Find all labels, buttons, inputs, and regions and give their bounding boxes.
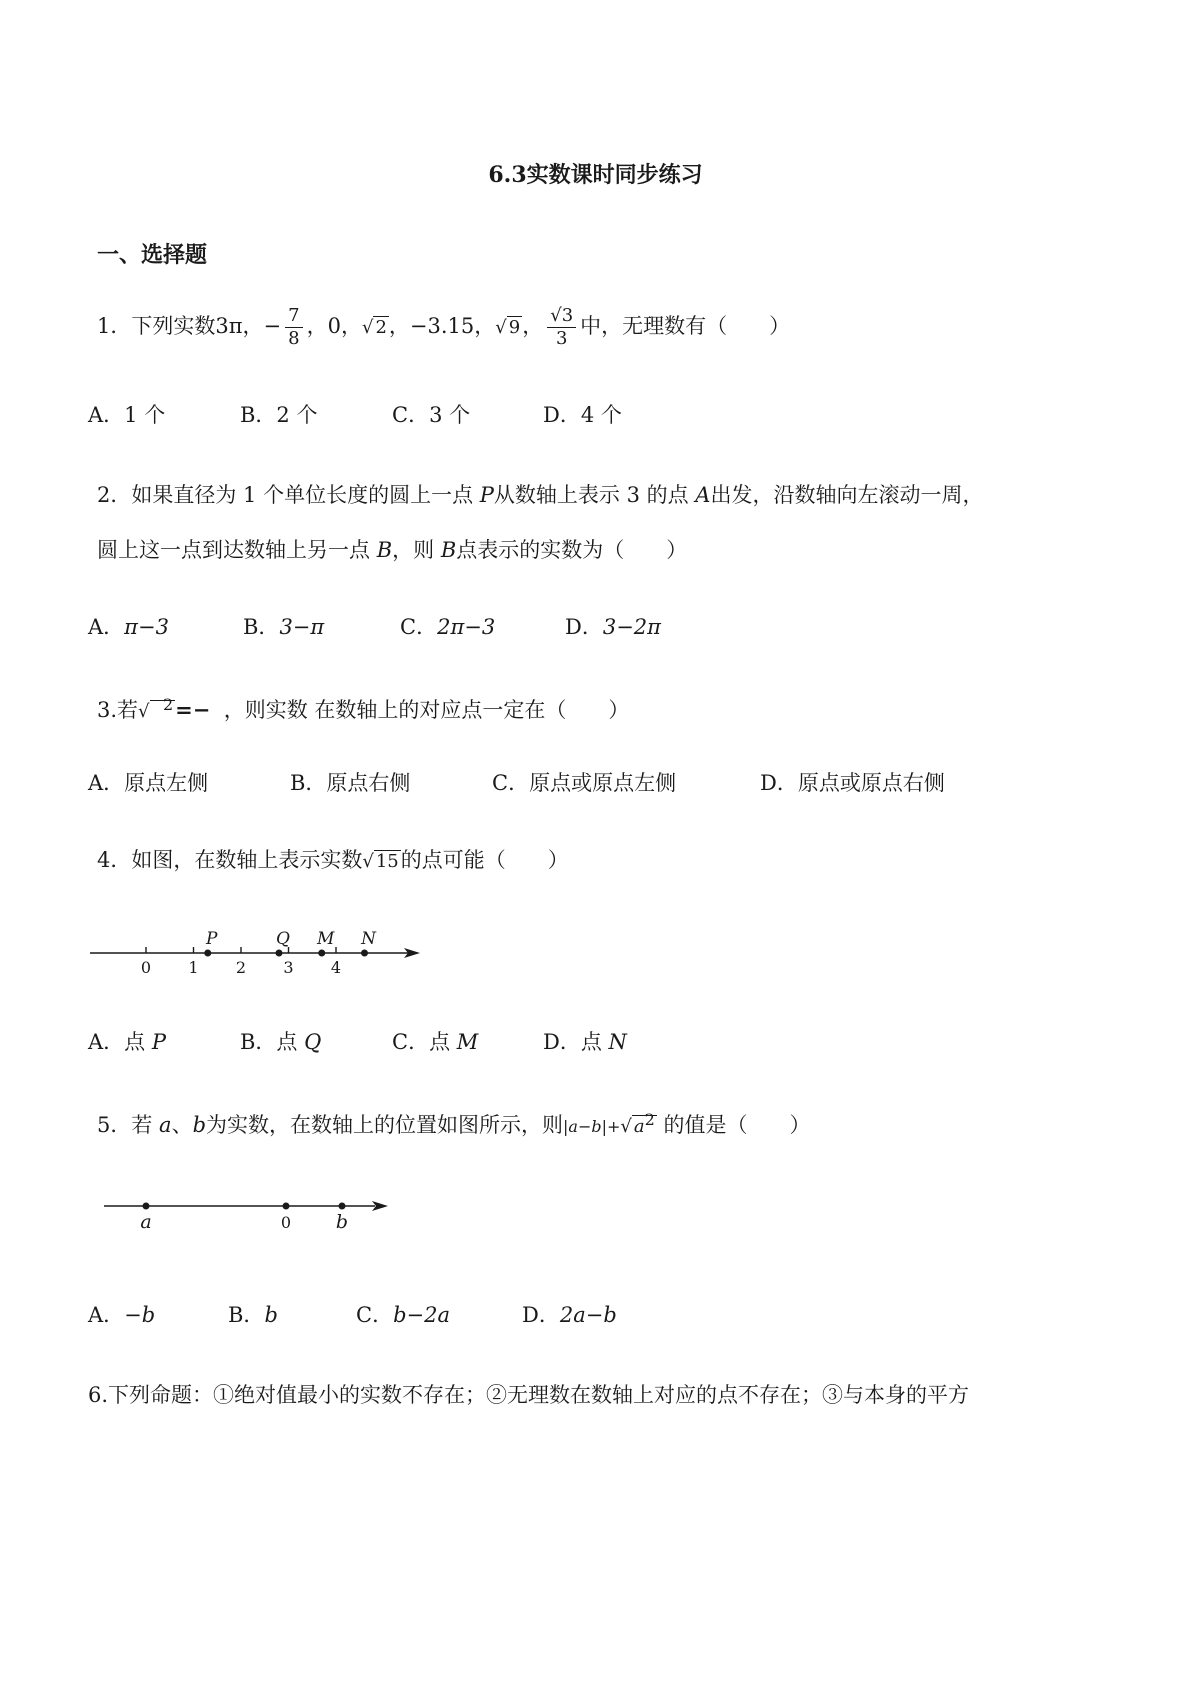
question-2-line-2 [97,535,687,565]
section-heading: 一、选择题 [97,242,208,268]
q4-point-q [276,950,283,957]
q5-option-d [522,1300,617,1330]
q2-text-b: 从数轴上表示 3 的点 [493,483,696,507]
q5-option-a [88,1300,155,1330]
q5-prefix: 5．若 [97,1113,160,1137]
q5-sqrt-radicand [632,1110,657,1137]
q3-sqrt: √ $^2$ [138,695,174,722]
q2-text-a: 2．如果直径为 1 个单位长度的圆上一点 [97,483,480,507]
q5-number-line [100,1190,400,1240]
q4-point-label-q: Q [276,929,290,949]
q1-option-c: C．3 个 [392,403,471,427]
q5-option-b-value: b [264,1303,278,1327]
q4-point-p [204,950,211,957]
q2-option-d [565,612,661,642]
q5-option-c-value: b−2a [393,1303,450,1327]
q5-option-b [228,1300,278,1330]
q2-option-a-label: A． [88,615,125,639]
q5-option-c [356,1300,450,1330]
question-5 [97,1105,811,1142]
question-3 [97,690,629,727]
q4-option-d-value: N [608,1030,627,1054]
q4-option-c [392,1027,478,1057]
q3-option-a: A．原点左侧 [88,771,209,795]
q5-var-a: a [159,1113,172,1137]
q4-tick-label-2: 2 [235,958,247,977]
q5-option-a-value: −b [124,1303,156,1327]
q4-tick-label-4: 4 [330,958,342,977]
q3-suffix: ，则实数 在数轴上的对应点一定在（ ） [223,698,630,722]
q1-sqrt2-radicand: 2 [375,317,387,338]
q3-prefix: 3.若 [97,698,139,722]
q1-frac1-sign: − [263,314,282,338]
q5-sqrt-var: a [633,1116,645,1137]
q4-option-c-label: C．点 [392,1030,457,1054]
q1-frac1-den: 8 [288,328,300,349]
q4-point-label-m: M [317,929,335,949]
page-title: 6.3实数课时同步练习 [488,162,703,188]
q1-frac2-den: 3 [555,328,568,349]
q5-mid: 为实数，在数轴上的位置如图所示，则 [206,1113,564,1137]
q5-point-label-a: a [140,1211,152,1233]
q4-point-m [318,950,325,957]
q4-suffix: 的点可能（ ） [400,848,569,872]
q3-option-b: B．原点右侧 [290,771,411,795]
q3-equals: =− [175,697,211,722]
q2-option-b-value: 3−π [279,615,325,639]
q4-tick-label-1: 1 [188,958,199,977]
q2-text-c: 出发，沿数轴向左滚动一周， [710,483,984,507]
q3-option-c: C．原点或原点左侧 [492,771,677,795]
q5-option-d-label: D． [522,1303,560,1327]
q5-point-b [339,1203,346,1210]
q4-option-a-label: A．点 [88,1030,152,1054]
q4-option-b-label: B．点 [240,1030,305,1054]
q2-point-a: A [695,483,711,507]
q1-sqrt9-radicand: 9 [508,317,521,338]
q2-option-a [88,612,169,642]
q1-frac1-num: 7 [285,305,302,328]
q2-point-b: B [376,538,393,562]
q5-point-label-origin: 0 [280,1213,292,1232]
q4-option-a-value: P [151,1030,166,1054]
q4-tick-label-0: 0 [140,958,152,977]
q2-point-p: P [479,483,494,507]
q4-sqrt-radicand: 15 [375,851,399,872]
q2-point-b-2: B [440,538,457,562]
q5-sqrt-a2: √ $a^2$ [620,1110,655,1137]
q5-sep: 、 [171,1113,193,1137]
q1-option-d: D．4 个 [543,403,622,427]
q4-number-line [88,925,428,985]
q2-option-d-value: 3−2π [602,615,661,639]
q2-option-c-label: C． [400,615,438,639]
question-1 [97,305,790,350]
q5-option-b-label: B． [228,1303,265,1327]
q3-sqrt-radicand [150,695,176,722]
q1-comma: ， [522,314,544,338]
q4-sqrt-15: √ 15 [362,851,399,872]
q1-frac2-num-wrap: √3 [547,305,576,328]
question-4 [97,845,569,877]
q2-text-d: 圆上这一点到达数轴上另一点 [97,538,377,562]
q5-point-origin [283,1203,290,1210]
q1-option-b: B．2 个 [240,403,318,427]
q2-text-f: 点表示的实数为（ ） [456,538,688,562]
q2-option-c-value: 2π−3 [437,615,496,639]
q4-option-b-value: Q [304,1030,322,1054]
q4-option-d [543,1027,627,1057]
q4-tick-label-3: 3 [283,958,294,977]
q5-option-d-value: 2a−b [559,1303,617,1327]
q5-suffix: 的值是（ ） [656,1113,811,1137]
q2-option-b [243,612,324,642]
q1-sqrt-9: √ 9 [495,317,521,338]
q4-point-n [361,950,368,957]
q1-sqrt-2: √ 2 [361,317,387,338]
q4-prefix: 4．如图，在数轴上表示实数 [97,848,363,872]
q5-sqrt-sup: 2 [644,1110,655,1129]
q5-point-label-b: b [335,1211,349,1233]
q4-point-label-p: P [206,929,218,949]
q1-mid: ，−3.15， [388,314,496,338]
q5-point-a [143,1203,150,1210]
q1-zero: ，0， [306,314,362,338]
q5-option-a-label: A． [88,1303,125,1327]
q1-fraction-sqrt3-3 [547,305,576,350]
q4-point-label-n: N [361,929,376,949]
q3-sqrt-exp: 2 [162,695,174,714]
q4-option-b [240,1027,321,1057]
q2-option-b-label: B． [243,615,280,639]
q2-text-e: ，则 [392,538,441,562]
question-6: 6.下列命题：①绝对值最小的实数不存在；②无理数在数轴上对应的点不存在；③与本身的平方 [88,1383,970,1407]
question-2-line-1 [97,480,983,510]
q1-fraction-7-8 [285,305,302,350]
q4-option-d-label: D．点 [543,1030,609,1054]
q4-option-c-value: M [456,1030,479,1054]
q3-option-d: D．原点或原点右侧 [760,771,945,795]
q2-option-a-value: π−3 [124,615,169,639]
q5-option-c-label: C． [356,1303,394,1327]
q2-option-d-label: D． [565,615,603,639]
q1-option-a: A．1 个 [88,403,166,427]
q1-frac2-num: 3 [561,305,574,326]
q1-suffix: 中，无理数有（ ） [580,314,791,338]
q5-abs-expr: |a−b|+ [563,1117,621,1136]
q2-option-c [400,612,495,642]
q1-prefix: 1．下列实数3π， [97,314,264,338]
q5-var-b: b [192,1113,207,1137]
q4-option-a [88,1027,166,1057]
